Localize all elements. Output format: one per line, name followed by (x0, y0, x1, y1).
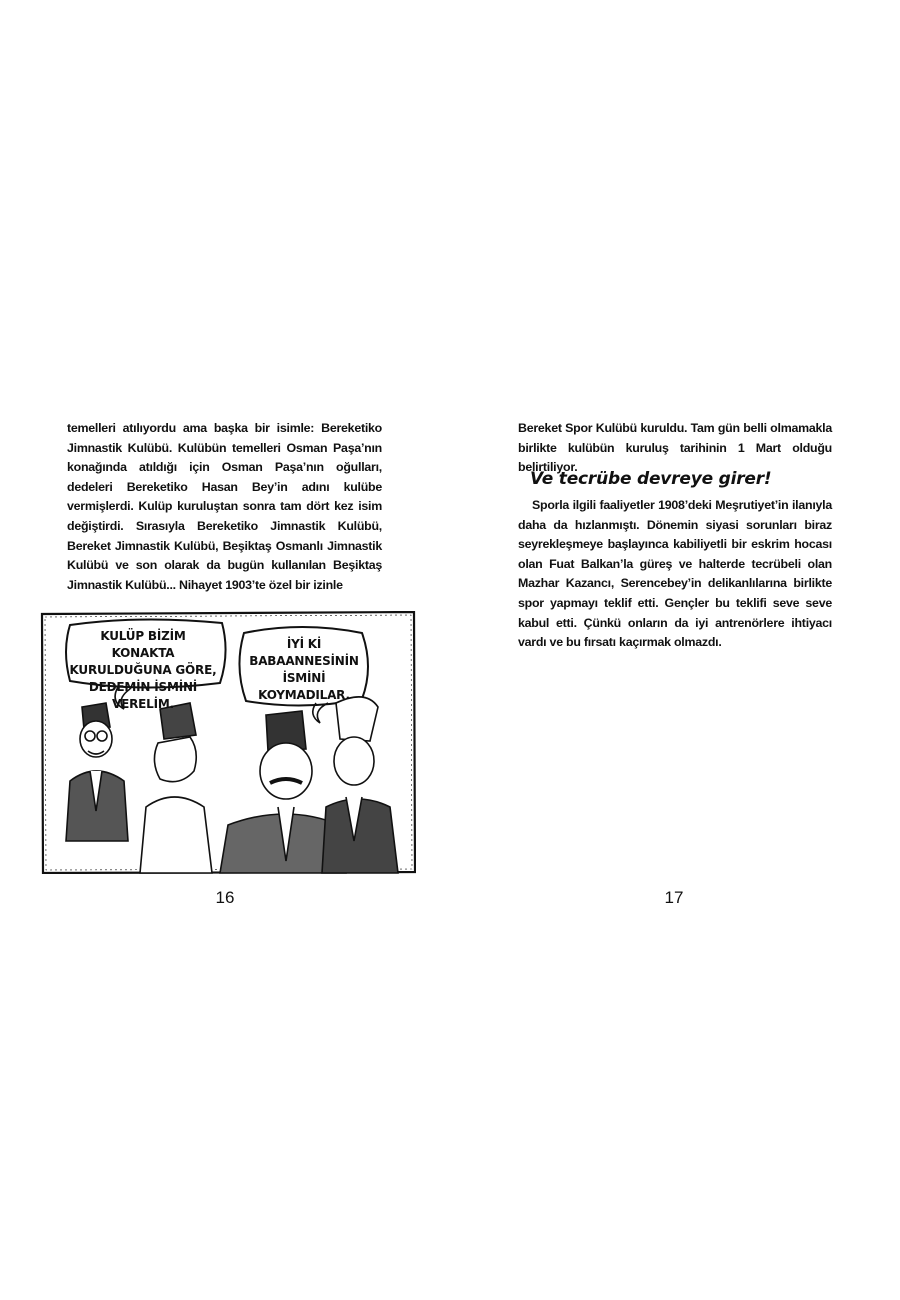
page-number: 17 (664, 888, 684, 907)
body-paragraph: temelleri atılıyordu ama başka bir isimle: Bereketiko Jimnastik Kulübü. Kulübün temelleri Osman Paşa’nın konağında atıldığı için Osman Paşa’nın oğulları, dedeleri Bereketiko Hasan Bey’in adını kulübe vermişlerdi. Kulüp kuruluştan sonra tam dört kez isim değiştirdi. Sırasıyla Bereketiko Jimnastik Kulübü, Bereket Jimnastik Kulübü, Beşiktaş Osmanlı Jimnastik Kulübü ve son olarak da bugün kullanılan Beşiktaş Jimnastik Kulübü... Nihayet 1903’te özel bir izinle (67, 421, 382, 592)
bubble-line: İSMİNİ KOYMADILAR. (258, 671, 350, 702)
right-page (450, 0, 900, 1300)
character-right (322, 697, 398, 873)
bubble-line: İYİ Kİ (286, 637, 322, 651)
bubble-line: BABAANNESİNİN (249, 654, 359, 668)
page-number: 16 (215, 888, 235, 907)
speech-bubble-left (68, 628, 218, 713)
section-heading: Ve tecrübe devreye girer! (530, 469, 772, 489)
body-paragraph: Sporla ilgili faaliyetler 1908’deki Meşrutiyet’in ilanıyla daha da hızlanmıştı. Dönemin siyasi sorunları biraz seyrekleşmeye başlayınca kabiliyetli bir eskrim hocası olan Fuat Balkan’la güreş ve halterde tecrübeli olan Mazhar Kazancı, Serencebey’in delikanlılarına birlikte spor yapmayı teklif etti. Gençler bu teklifi seve seve kabul etti. Çünkü onların da iyi antrenörlere ihtiyacı vardı ve bu fırsatı kaçırmak olmazdı. (518, 498, 832, 650)
cartoon-illustration (40, 611, 416, 874)
body-paragraph: Bereket Spor Kulübü kuruldu. Tam gün belli olmamakla birlikte kulübün kuruluş tarihinin 1 Mart olduğu belirtiliyor. (518, 421, 832, 475)
speech-bubble-right (245, 636, 363, 704)
character-glasses (66, 703, 128, 841)
character-profile (140, 703, 212, 873)
bubble-line: DEDEMİN İSMİNİ VERELİM. (88, 680, 198, 711)
bubble-line: KURULDUĞUNA GÖRE, (69, 663, 217, 677)
bubble-line: KULÜP BİZİM KONAKTA (100, 629, 186, 660)
